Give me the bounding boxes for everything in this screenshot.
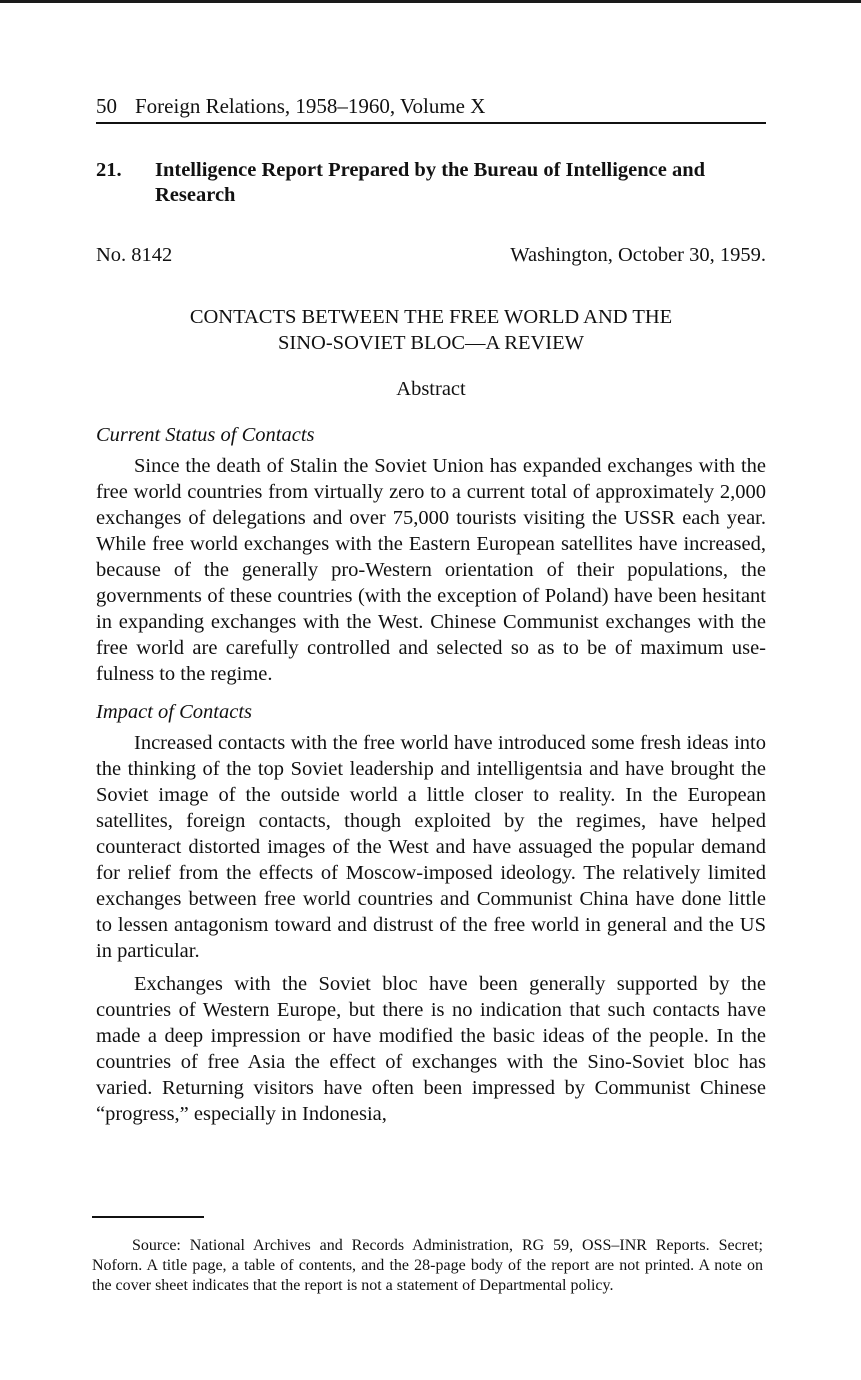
abstract-label: Abstract bbox=[396, 378, 466, 400]
paragraph-current-status: Since the death of Stalin the Soviet Union has expanded exchanges with the free world countries from virtually zero to a current total of approximately 2,000 exchanges of delegations and over 75,000 tourists visiting the USSR each year. While free world exchanges with the Eastern European satellites have increased, because of the generally pro-Western orientation of their populations, the governments of these countries (with the exception of Poland) have been hesitant in expanding exchanges with the West. Chinese Communist exchanges with the free world are carefully controlled and selected so as to be of maximum usefulness to the regime. bbox=[96, 455, 766, 685]
footnote-separator bbox=[92, 1216, 204, 1218]
section-heading-impact: Impact of Contacts bbox=[96, 701, 253, 723]
volume-title: Foreign Relations, 1958–1960, Volume X bbox=[135, 94, 486, 118]
paragraph-impact-2: Exchanges with the Soviet bloc have been generally supported by the countries of Western Europe, but there is no indication that such contacts have made a deep impression or have modified the basic ideas of the people. In the countries of free Asia the effect of exchanges with the Sino-Soviet bloc has varied. Returning visitors have often been impressed by Communist Chinese “progress,” especially in Indonesia, bbox=[96, 973, 766, 1125]
report-title bbox=[96, 304, 766, 356]
page-number: 50 bbox=[96, 94, 117, 118]
report-number: No. 8142 bbox=[96, 244, 173, 266]
report-title-line-2: SINO-SOVIET BLOC—A REVIEW bbox=[278, 332, 584, 354]
document-heading bbox=[96, 158, 766, 208]
document-number: 21. bbox=[96, 159, 122, 181]
document-meta bbox=[96, 242, 766, 268]
footnote: Source: National Archives and Records Administration, RG 59, OSS–INR Reports. Secret; Noforn. A title page, a table of contents, and the 28-page body of the report are not printed. A note on the cover sheet indicates that the report is not a statement of Departmental policy. bbox=[92, 1237, 763, 1294]
top-edge-rule bbox=[0, 0, 861, 3]
report-title-line-1: CONTACTS BETWEEN THE FREE WORLD AND THE bbox=[189, 306, 673, 328]
place-date: Washington, October 30, 1959. bbox=[510, 244, 766, 266]
paragraph-impact-1: Increased contacts with the free world have introduced some fresh ideas into the thinking of the top Soviet leadership and intelligentsia and have brought the Soviet image of the outside world a little closer to reality. In the European satellites, foreign contacts, though exploited by the regimes, have helped counteract distorted images of the West and have assuaged the popular demand for relief from the effects of Moscow-imposed ideology. The relatively limited exchanges between free world countries and Communist China have done little to lessen antagonism toward and distrust of the free world in general and the US in particular. bbox=[96, 732, 766, 962]
running-head bbox=[96, 92, 766, 124]
document-page bbox=[96, 92, 766, 1127]
section-heading-current-status: Current Status of Contacts bbox=[96, 424, 315, 446]
document-title: Intelligence Report Prepared by the Bureau of Intelligence and Research bbox=[155, 159, 706, 206]
